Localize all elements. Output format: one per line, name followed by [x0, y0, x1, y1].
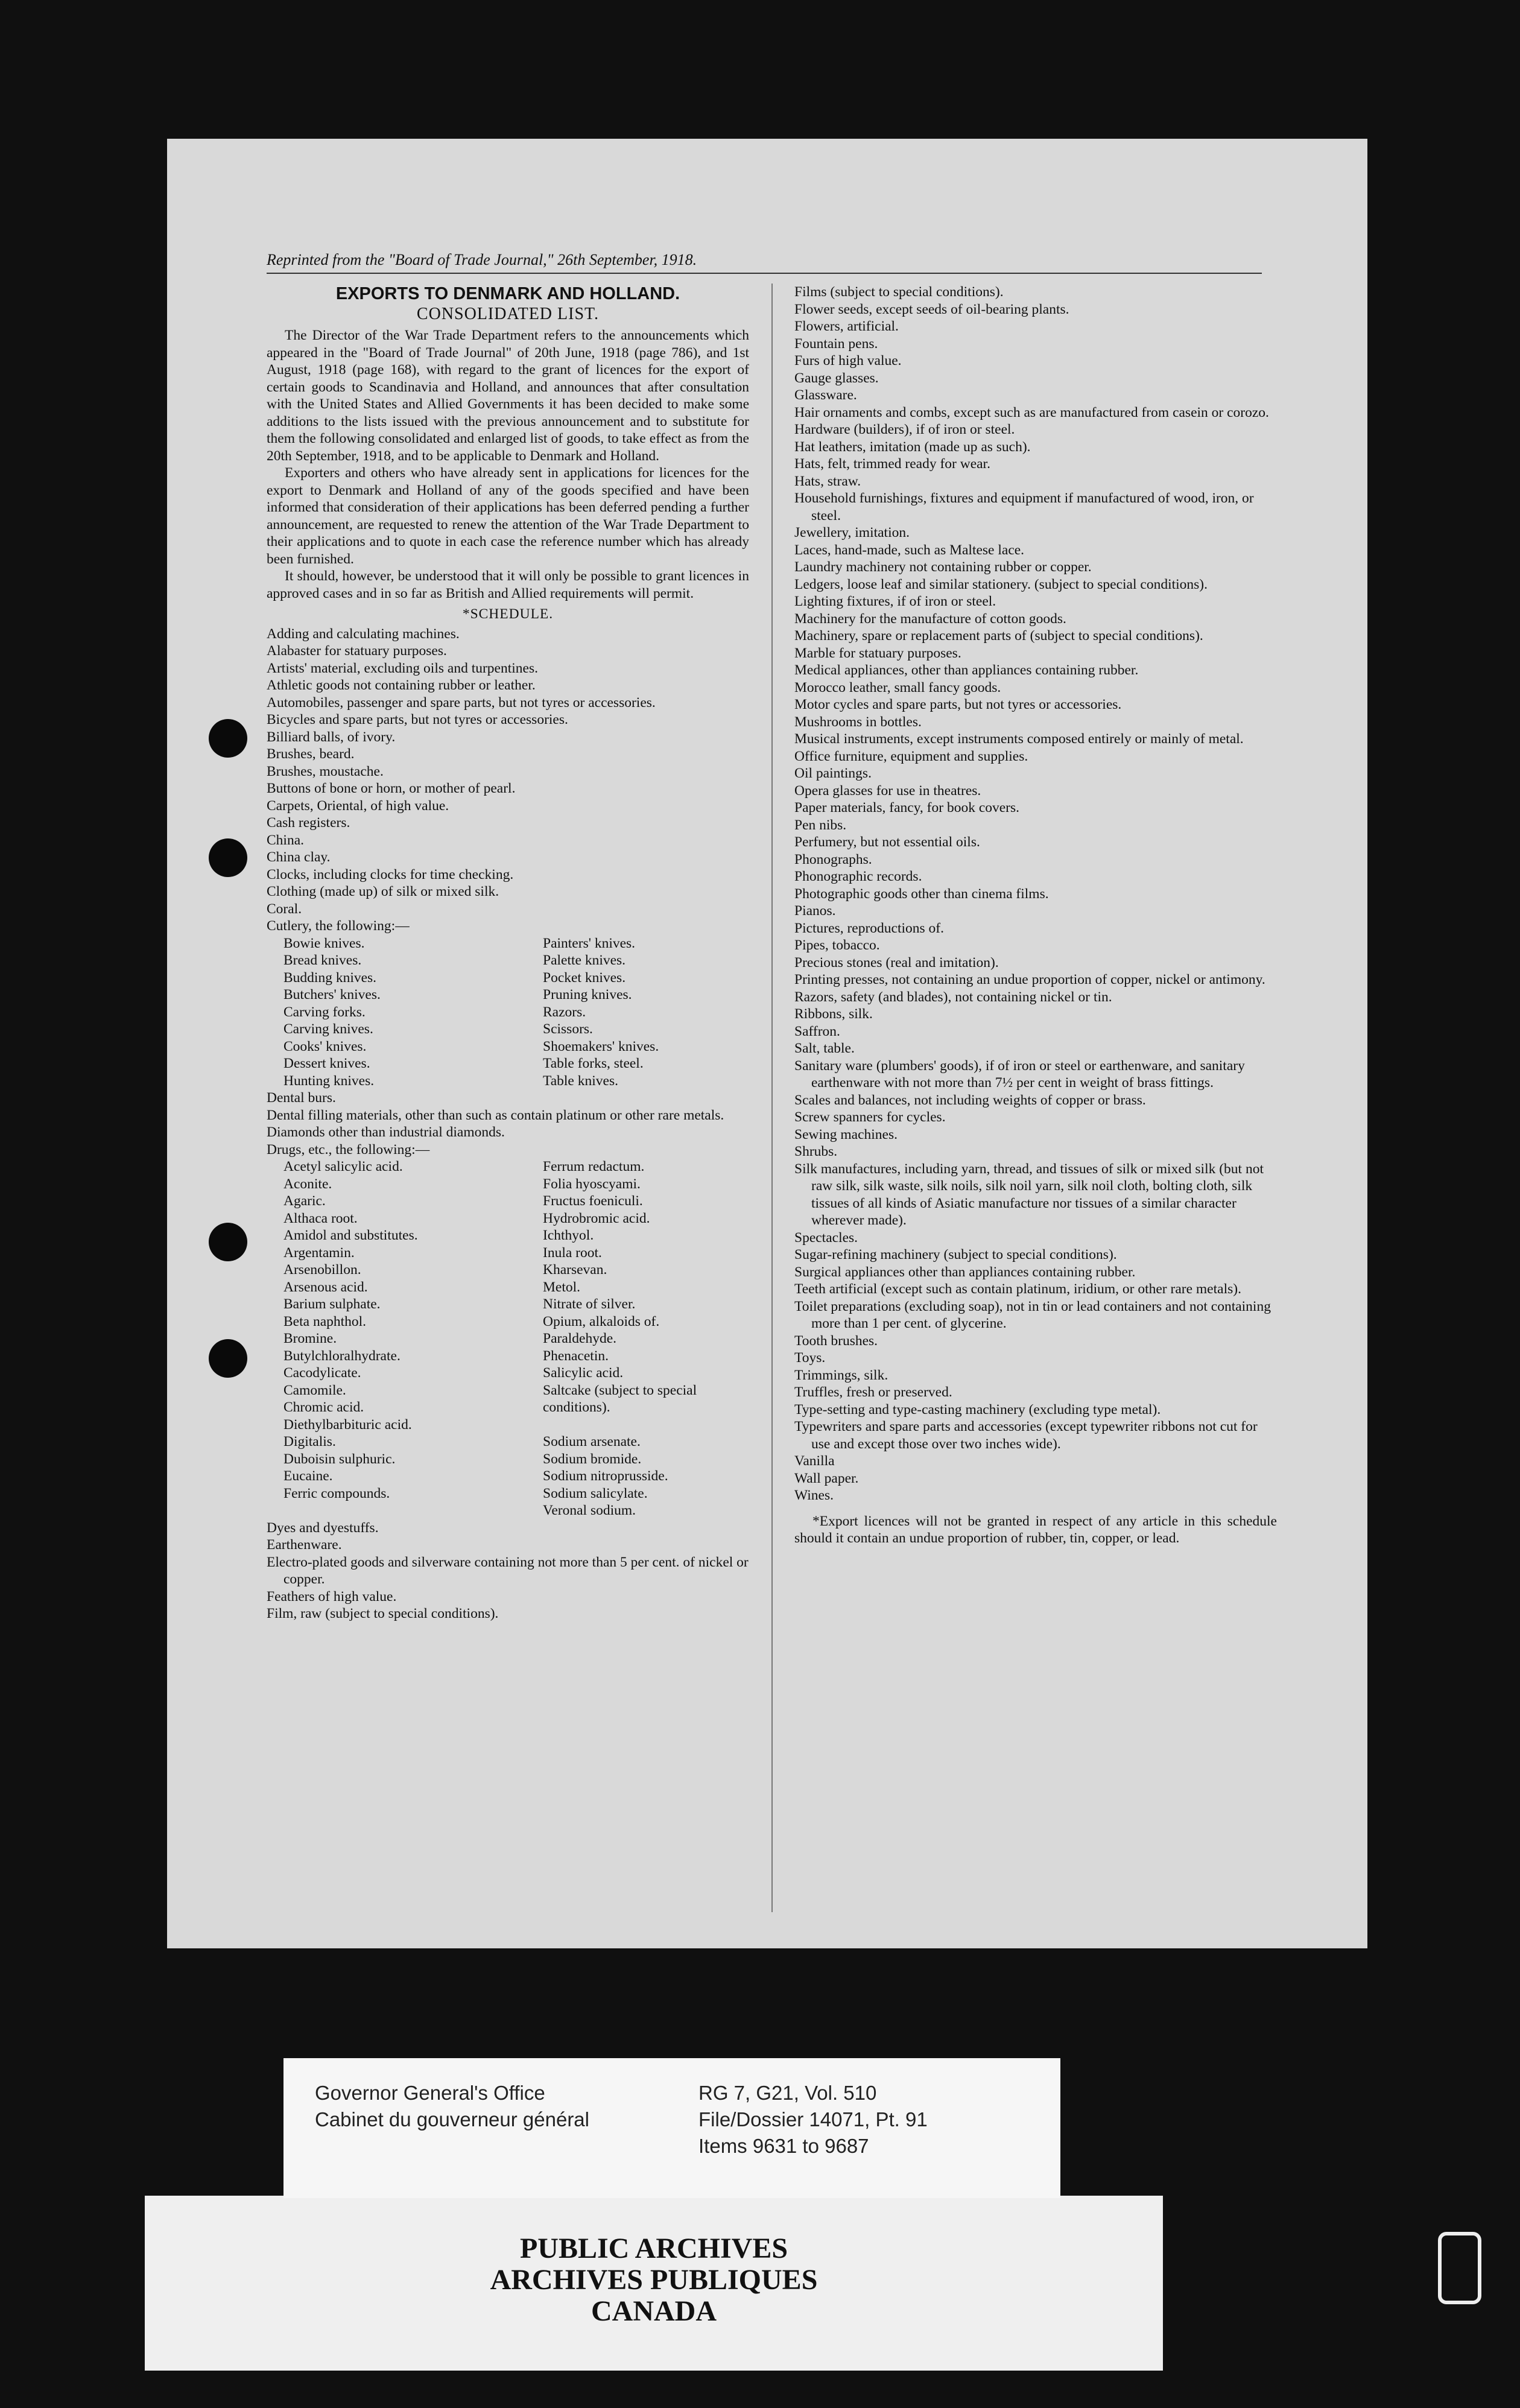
list-item: Carpets, Oriental, of high value. [267, 797, 449, 814]
list-item: Razors, safety (and blades), not containing nickel or tin. [794, 989, 1112, 1005]
stamp-line: PUBLIC ARCHIVES [519, 2232, 788, 2264]
right-column [794, 284, 1277, 1547]
list-item: Budding knives. [283, 969, 377, 986]
list-item: Kharsevan. [543, 1262, 607, 1278]
list-item: Pictures, reproductions of. [794, 920, 945, 936]
list-item: Amidol and substitutes. [283, 1228, 418, 1243]
archive-office [315, 2080, 589, 2133]
list-item: Automobiles, passenger and spare parts, but not tyres or accessories. [267, 694, 656, 711]
schedule-list-right [794, 284, 1277, 1504]
list-item: Salt, table. [794, 1041, 855, 1056]
list-item: Brushes, moustache. [267, 763, 384, 779]
list-item: Saltcake (subject to special conditions). [543, 1382, 697, 1415]
intro-paragraph: The Director of the War Trade Department refers to the announcements which appeared in the "Board of Trade Journal" of 20th June, 1918 (page 786), and 1st August, 1918 (page 168), with regard to the grant of licences for the export of certain goods to Scandinavia and Holland, and announces that after consultation with the United States and Allied Governments it has been decided to make some additions to the lists issued with the previous announcement and to substitute for them the following consolidated and enlarged list of goods, to take effect as from the 20th September, 1918, and to be applicable to Denmark and Holland. [267, 328, 749, 464]
binder-hole [209, 1339, 247, 1378]
list-item: Scissors. [543, 1021, 593, 1037]
list-item: Electro-plated goods and silverware containing not more than 5 per cent. of nickel or copper. [267, 1554, 749, 1587]
list-item: Type-setting and type-casting machinery (excluding type metal). [794, 1401, 1161, 1418]
list-item: Motor cycles and spare parts, but not tyres or accessories. [794, 697, 1122, 712]
document-page [167, 139, 1367, 1948]
list-item: Sodium salicylate. [543, 1485, 648, 1501]
list-item: Household furnishings, fixtures and equipment if manufactured of wood, iron, or steel. [794, 490, 1254, 524]
list-item: Feathers of high value. [267, 1588, 397, 1605]
list-item: Cacodylicate. [283, 1365, 361, 1381]
list-item: Veronal sodium. [543, 1503, 636, 1518]
list-item: Flowers, artificial. [794, 318, 899, 334]
list-item: Butylchloralhydrate. [283, 1348, 401, 1364]
reprint-header: Reprinted from the "Board of Trade Journal," 26th September, 1918. [267, 251, 1262, 274]
list-item: Hats, felt, trimmed ready for wear. [794, 456, 990, 472]
list-item: Hair ornaments and combs, except such as are manufactured from casein or corozo. [794, 404, 1269, 420]
list-item: Medical appliances, other than appliances containing rubber. [794, 662, 1139, 678]
list-item: Teeth artificial (except such as contain platinum, iridium, or other rare metals). [794, 1281, 1241, 1297]
list-item: Hardware (builders), if of iron or steel. [794, 422, 1015, 437]
archives-stamp-strip [145, 2196, 1163, 2371]
list-item: Salicylic acid. [543, 1365, 624, 1381]
list-item: Truffles, fresh or preserved. [794, 1384, 952, 1400]
list-item: Adding and calculating machines. [267, 626, 460, 642]
list-item: Phonographs. [794, 851, 872, 867]
schedule-list-b [267, 1089, 749, 1158]
list-item: Phenacetin. [543, 1348, 609, 1364]
list-item: Lighting fixtures, if of iron or steel. [794, 594, 996, 609]
list-item: Paraldehyde. [543, 1331, 617, 1346]
list-item: Jewellery, imitation. [794, 525, 910, 540]
list-item: Artists' material, excluding oils and turpentines. [267, 660, 538, 676]
cutlery-left [283, 935, 543, 1090]
list-item: Dessert knives. [283, 1056, 370, 1071]
document-subtitle: CONSOLIDATED LIST. [416, 305, 600, 323]
list-item: Eucaine. [283, 1468, 333, 1484]
archives-stamp [145, 2233, 1163, 2327]
list-item: Earthenware. [267, 1537, 342, 1553]
list-item: Saffron. [794, 1023, 840, 1039]
list-item: Cooks' knives. [283, 1038, 367, 1054]
list-item: Furs of high value. [794, 353, 902, 369]
list-item: Hunting knives. [283, 1073, 375, 1089]
list-item: Toys. [794, 1350, 826, 1366]
list-item: Folia hyoscyami. [543, 1176, 641, 1192]
list-item: Bromine. [283, 1331, 337, 1346]
list-item: Mushrooms in bottles. [794, 714, 922, 730]
list-item: Film, raw (subject to special conditions). [267, 1606, 499, 1621]
list-item: Table forks, steel. [543, 1056, 644, 1071]
list-item: Screw spanners for cycles. [794, 1109, 946, 1125]
intro-paragraph: It should, however, be understood that it will only be possible to grant licences in approved cases and in so far as British and Allied requirements will permit. [267, 568, 749, 601]
list-item: Photographic goods other than cinema films. [794, 886, 1049, 902]
list-item: Office furniture, equipment and supplies. [794, 748, 1028, 764]
list-item: Sodium bromide. [543, 1451, 642, 1467]
list-item: Toilet preparations (excluding soap), not in tin or lead containers and not containing more than 1 per cent. of glycerine. [794, 1298, 1271, 1331]
list-item: Bicycles and spare parts, but not tyres or accessories. [267, 712, 568, 727]
list-item: Table knives. [543, 1073, 618, 1089]
list-item: China. [267, 832, 305, 848]
ref-line: RG 7, G21, Vol. 510 [698, 2082, 877, 2104]
footnote [794, 1513, 1277, 1547]
list-item: Acetyl salicylic acid. [283, 1159, 403, 1174]
list-item: Flower seeds, except seeds of oil-bearing plants. [794, 301, 1069, 317]
list-item: Spectacles. [794, 1229, 858, 1246]
list-item: Dental burs. [267, 1090, 336, 1106]
list-item: Digitalis. [283, 1434, 336, 1450]
list-item: Butchers' knives. [283, 987, 381, 1003]
list-item: Precious stones (real and imitation). [794, 954, 999, 971]
list-item: Silk manufactures, including yarn, thread, and tissues of silk or mixed silk (but not raw silk, silk waste, silk noils, silk noil yarn, silk noil cloth, bolting cloth, silk tissues of all kinds of Asiatic manufacture nor tissues of a similar character wherever made). [794, 1161, 1264, 1228]
list-item: Oil paintings. [794, 765, 872, 781]
list-item: Gauge glasses. [794, 370, 879, 386]
list-item: Pipes, tobacco. [794, 937, 880, 953]
list-item: Pruning knives. [543, 987, 632, 1003]
list-item: Pen nibs. [794, 817, 847, 833]
list-item: Vanilla [794, 1453, 835, 1469]
intro-paragraph: Exporters and others who have already sent in applications for licences for the export to Denmark and Holland of any of the goods specified and have been informed that consideration of their applications has been deferred pending a further announcement, are requested to renew the attention of the War Trade Department to their applications and to quote in each case the reference number which has already been furnished. [267, 465, 749, 567]
list-item: Ferric compounds. [283, 1485, 390, 1501]
drugs-sublist [267, 1158, 749, 1519]
list-item: Machinery for the manufacture of cotton goods. [794, 610, 1066, 627]
list-item: Palette knives. [543, 952, 626, 968]
list-item: Hats, straw. [794, 473, 861, 489]
list-item: Razors. [543, 1004, 586, 1020]
schedule-heading: *SCHEDULE. [462, 606, 554, 622]
list-item: Marble for statuary purposes. [794, 645, 961, 661]
list-item: Clothing (made up) of silk or mixed silk. [267, 884, 499, 899]
list-item: Ichthyol. [543, 1228, 594, 1243]
list-item: Carving forks. [283, 1004, 366, 1020]
list-item: Camomile. [283, 1382, 346, 1398]
ref-line: Items 9631 to 9687 [698, 2135, 869, 2157]
list-item: Paper materials, fancy, for book covers. [794, 800, 1020, 816]
stamp-line: ARCHIVES PUBLIQUES [490, 2264, 818, 2296]
list-item: Tooth brushes. [794, 1332, 878, 1349]
list-item: Billiard balls, of ivory. [267, 729, 396, 745]
frame-zero-mark [1438, 2232, 1481, 2304]
office-en: Governor General's Office [315, 2082, 545, 2104]
list-item [543, 1416, 766, 1434]
list-item: Buttons of bone or horn, or mother of pearl. [267, 781, 516, 796]
document-title: EXPORTS TO DENMARK AND HOLLAND. [335, 284, 680, 303]
archive-label [283, 2058, 1060, 2198]
list-item: Ledgers, loose leaf and similar stationery. (subject to special conditions). [794, 576, 1208, 592]
list-item: Dental filling materials, other than such as contain platinum or other rare metals. [267, 1107, 724, 1123]
list-item: Aconite. [283, 1176, 332, 1192]
list-item: Morocco leather, small fancy goods. [794, 679, 1001, 695]
list-item: Diamonds other than industrial diamonds. [267, 1124, 505, 1140]
list-item: Perfumery, but not essential oils. [794, 834, 980, 850]
list-item: Shrubs. [794, 1144, 838, 1159]
list-item: Bowie knives. [283, 935, 365, 951]
stamp-line: CANADA [591, 2295, 717, 2327]
list-item: Opium, alkaloids of. [543, 1313, 660, 1329]
list-item: Opera glasses for use in theatres. [794, 782, 981, 799]
list-item: Bread knives. [283, 952, 362, 968]
list-item: Hydrobromic acid. [543, 1210, 650, 1226]
footnote-text: *Export licences will not be granted in respect of any article in this schedule should it contain an undue proportion of rubber, tin, copper, or lead. [794, 1513, 1277, 1546]
list-item: China clay. [267, 849, 331, 865]
binder-hole [209, 838, 247, 877]
list-item: Althaca root. [283, 1210, 358, 1226]
list-item: Pianos. [794, 903, 836, 919]
list-item: Trimmings, silk. [794, 1367, 888, 1383]
list-item: Films (subject to special conditions). [794, 284, 1004, 300]
cutlery-right [543, 935, 766, 1090]
list-item: Chromic acid. [283, 1399, 364, 1415]
list-item: Machinery, spare or replacement parts of (subject to special conditions). [794, 628, 1203, 644]
list-item: Ferrum redactum. [543, 1159, 645, 1174]
list-item: Agaric. [283, 1193, 326, 1209]
list-item: Painters' knives. [543, 935, 636, 951]
list-item: Surgical appliances other than appliances containing rubber. [794, 1264, 1136, 1280]
list-item: Fountain pens. [794, 335, 878, 352]
archive-reference [698, 2080, 928, 2159]
list-item: Clocks, including clocks for time checking. [267, 866, 514, 882]
list-item: Sodium arsenate. [543, 1434, 641, 1450]
schedule-list-a [267, 626, 749, 935]
list-item: Wines. [794, 1488, 834, 1503]
list-item: Printing presses, not containing an undue proportion of copper, nickel or antimony. [794, 972, 1265, 987]
list-item: Fructus foeniculi. [543, 1193, 643, 1209]
intro-paragraphs [267, 327, 749, 602]
list-item: Typewriters and spare parts and accessories (except typewriter ribbons not cut for use and except those over two inches wide). [794, 1419, 1258, 1452]
list-item: Sanitary ware (plumbers' goods), if of iron or steel or earthenware, and sanitary earthenware with not more than 7½ per cent in weight of brass fittings. [794, 1057, 1245, 1091]
list-item: Nitrate of silver. [543, 1296, 636, 1312]
ref-line: File/Dossier 14071, Pt. 91 [698, 2108, 928, 2131]
list-item: Athletic goods not containing rubber or leather. [267, 677, 536, 693]
left-column [267, 284, 749, 1623]
cutlery-sublist [267, 935, 749, 1090]
list-item: Arsenous acid. [283, 1279, 368, 1295]
list-item: Ribbons, silk. [794, 1006, 873, 1022]
list-item: Sewing machines. [794, 1126, 898, 1142]
list-item: Phonographic records. [794, 869, 922, 884]
office-fr: Cabinet du gouverneur général [315, 2108, 589, 2131]
list-item: Cash registers. [267, 815, 350, 831]
list-item: Shoemakers' knives. [543, 1038, 659, 1054]
drugs-left [283, 1158, 543, 1519]
binder-hole [209, 1223, 247, 1261]
list-item: Laces, hand-made, such as Maltese lace. [794, 542, 1025, 558]
list-item: Argentamin. [283, 1244, 355, 1261]
list-item: Brushes, beard. [267, 746, 355, 762]
schedule-list-c [267, 1519, 749, 1623]
list-item: Duboisin sulphuric. [283, 1451, 396, 1467]
list-item: Drugs, etc., the following:— [267, 1141, 430, 1158]
list-item: Sodium nitroprusside. [543, 1468, 668, 1484]
list-item: Inula root. [543, 1244, 602, 1261]
list-item: Alabaster for statuary purposes. [267, 643, 447, 659]
list-item: Carving knives. [283, 1021, 373, 1037]
list-item: Diethylbarbituric acid. [283, 1416, 412, 1433]
list-item: Arsenobillon. [283, 1262, 361, 1278]
list-item: Pocket knives. [543, 969, 626, 986]
list-item: Wall paper. [794, 1470, 859, 1486]
list-item: Coral. [267, 901, 302, 917]
list-item: Glassware. [794, 387, 857, 403]
list-item: Sugar-refining machinery (subject to special conditions). [794, 1247, 1117, 1263]
list-item: Beta naphthol. [283, 1313, 367, 1329]
binder-hole [209, 719, 247, 758]
list-item: Musical instruments, except instruments composed entirely or mainly of metal. [794, 731, 1244, 747]
list-item: Scales and balances, not including weights of copper or brass. [794, 1092, 1146, 1108]
list-item: Cutlery, the following:— [267, 918, 410, 934]
list-item: Barium sulphate. [283, 1296, 381, 1312]
list-item: Hat leathers, imitation (made up as such). [794, 439, 1031, 455]
list-item: Dyes and dyestuffs. [267, 1519, 379, 1536]
column-divider [771, 284, 773, 1912]
list-item: Metol. [543, 1279, 581, 1295]
list-item: Laundry machinery not containing rubber or copper. [794, 559, 1092, 575]
drugs-right [543, 1158, 766, 1519]
